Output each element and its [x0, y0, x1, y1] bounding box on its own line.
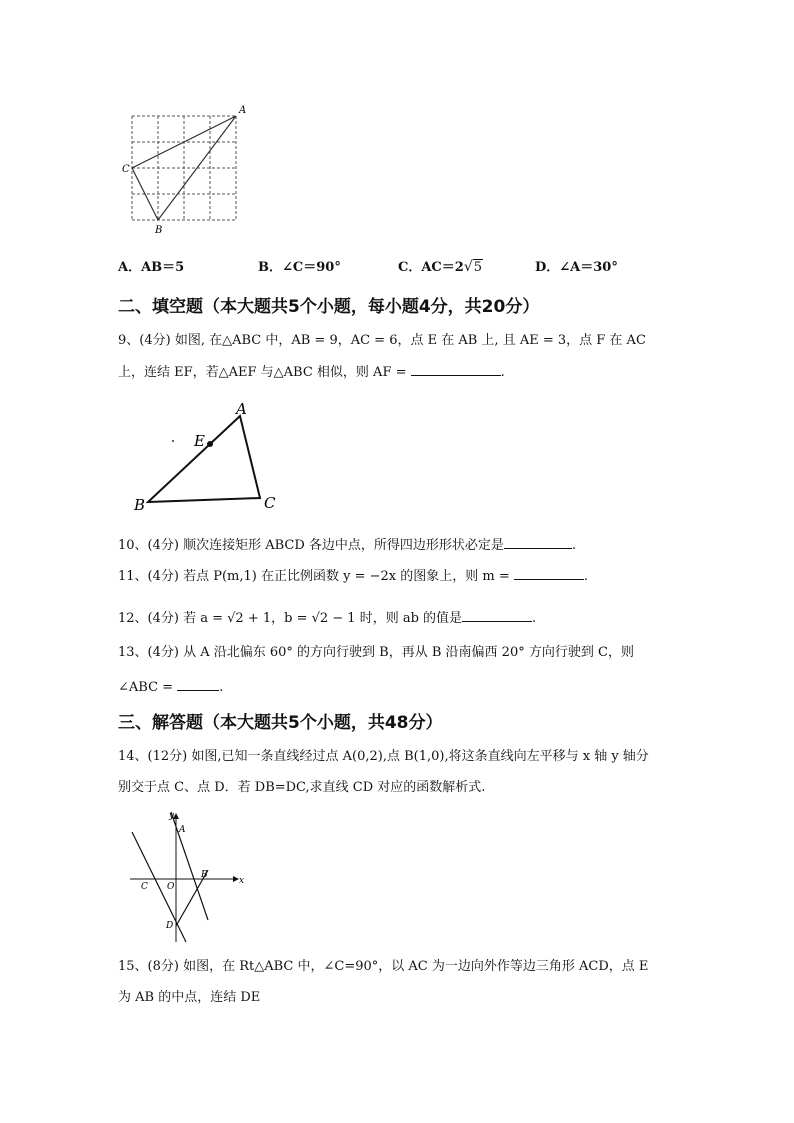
label-a: A — [239, 105, 247, 116]
line-ab — [171, 812, 208, 920]
option-b: B．∠C＝90° — [258, 260, 341, 275]
q11-end: . — [583, 569, 589, 584]
fig2-label-e: E — [194, 432, 205, 450]
fig3-label-d: D — [166, 921, 174, 931]
q9-answer-blank — [411, 362, 501, 376]
q14-line-2: 别交于点 C、点 D．若 DB=DC,求直线 CD 对应的函数解析式. — [118, 780, 486, 795]
q12-text: 12、(4分) 若 a = √2 + 1，b = √2 − 1 时，则 ab 的值是 — [118, 611, 463, 626]
fig3-label-c: C — [141, 882, 148, 892]
q11 — [118, 566, 588, 586]
q15-line-2: 为 AB 的中点，连结 DE — [118, 990, 261, 1005]
fig3-label-a: A — [179, 825, 186, 835]
q13-line-2-text: ∠ABC = — [118, 680, 174, 695]
q9-end: . — [500, 365, 505, 380]
triangle-abc-2 — [148, 416, 260, 502]
section-2-heading: 二、填空题（本大题共5个小题，每小题4分，共20分） — [118, 297, 540, 317]
q10-text: 10、(4分) 顺次连接矩形 ABCD 各边中点，所得四边形形状必定是 — [118, 538, 504, 553]
triangle-aef-figure — [128, 398, 288, 518]
point-e — [207, 441, 213, 447]
q11-answer-blank — [514, 566, 584, 580]
coordinate-graph-figure — [126, 808, 250, 944]
fig2-label-b: B — [134, 496, 146, 514]
option-c-prefix: C．AC＝2 — [398, 260, 464, 275]
label-b: B — [155, 225, 163, 236]
fig2-label-c: C — [264, 494, 276, 512]
q12-end: . — [532, 611, 537, 626]
q10-answer-blank — [504, 535, 572, 549]
q10-end: . — [571, 538, 577, 553]
q9-line-2-text: 上，连结 EF，若△AEF 与△ABC 相似，则 AF = — [118, 365, 407, 380]
grid-lines — [132, 116, 236, 220]
grid-triangle-figure — [118, 102, 258, 238]
fig3-label-x: x — [239, 876, 245, 886]
option-c-radicand: 5 — [473, 260, 483, 275]
q9-line-2 — [118, 362, 505, 382]
option-a: A．AB＝5 — [118, 260, 185, 275]
fig3-label-o: O — [167, 882, 175, 892]
section-3-heading: 三、解答题（本大题共5个小题，共48分） — [118, 713, 443, 733]
q12-answer-blank — [462, 608, 532, 622]
q13-line-2 — [118, 677, 223, 697]
q9-line-1: 9、(4分) 如图, 在△ABC 中，AB = 9，AC = 6，点 E 在 AB 上, 且 AE = 3，点 F 在 AC — [118, 333, 646, 348]
q12 — [118, 608, 536, 628]
fig3-label-y: y — [169, 811, 175, 821]
q13-answer-blank — [177, 677, 219, 691]
q10 — [118, 535, 576, 555]
option-c: C．AC＝2√5 — [398, 259, 483, 275]
stray-dot — [172, 440, 174, 442]
q13-line-1: 13、(4分) 从 A 沿北偏东 60° 的方向行驶到 B，再从 B 沿南偏西 20° 方向行驶到 C，则 — [118, 645, 634, 660]
option-d: D．∠A＝30° — [535, 260, 618, 275]
fig2-label-a: A — [236, 400, 247, 418]
fig3-label-b: B — [201, 870, 208, 880]
q11-text: 11、(4分) 若点 P(m,1) 在正比例函数 y = −2x 的图象上，则 m = — [118, 569, 510, 584]
q13-end: . — [219, 680, 224, 695]
label-c: C — [122, 164, 130, 175]
q14-line-1: 14、(12分) 如图,已知一条直线经过点 A(0,2),点 B(1,0),将这条直线向左平移与 x 轴 y 轴分 — [118, 749, 649, 764]
q15-line-1: 15、(8分) 如图，在 Rt△ABC 中，∠C=90°，以 AC 为一边向外作等边三角形 ACD，点 E — [118, 959, 649, 974]
